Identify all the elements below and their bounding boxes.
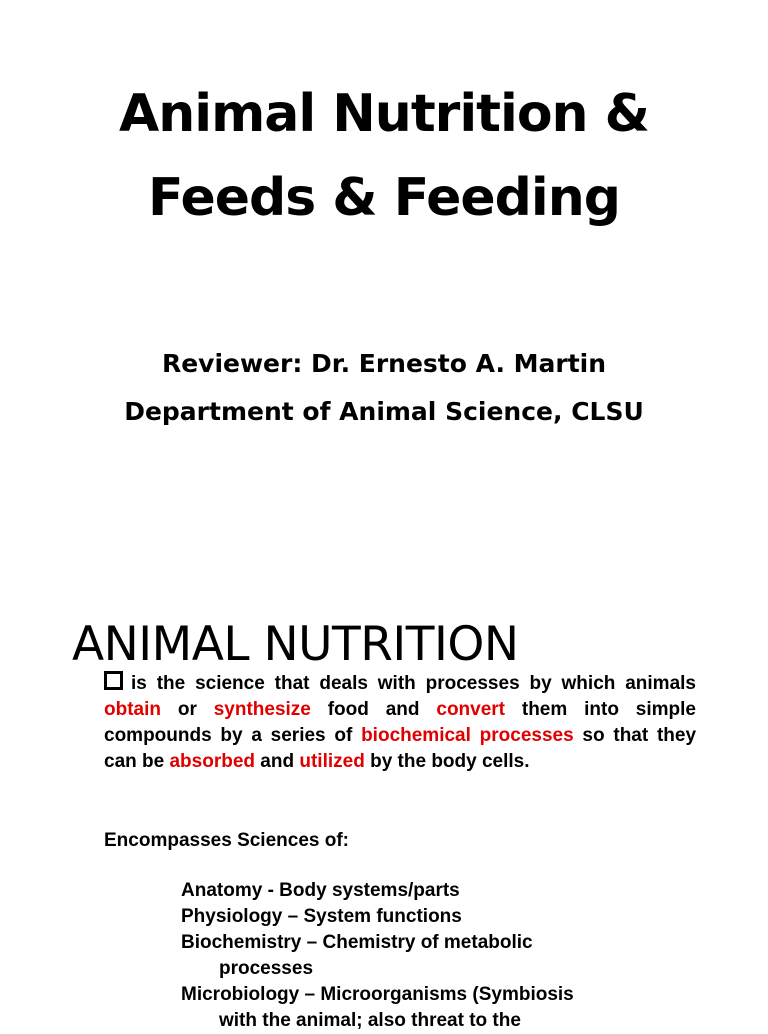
- keyword-convert: convert: [436, 699, 506, 720]
- slide-title-line-1: Animal Nutrition &: [118, 84, 650, 144]
- definition-text-1: is the science that deals with processes by which animals: [131, 673, 696, 694]
- list-item-continuation: processes: [219, 958, 314, 979]
- list-item: Microbiology – Microorganisms (Symbiosis: [181, 984, 574, 1005]
- definition-text-7: by the body cells.: [364, 751, 530, 772]
- keyword-absorbed: absorbed: [169, 751, 256, 772]
- definition-text-2: or: [161, 699, 214, 720]
- list-item: Biochemistry – Chemistry of metabolic: [181, 932, 533, 953]
- definition-text-3: food and: [310, 699, 437, 720]
- keyword-biochemical-processes: biochemical processes: [361, 725, 574, 746]
- definition-text-4: them into simple compounds by a series of: [104, 699, 696, 746]
- department-name: Department of Animal Science, CLSU: [124, 397, 644, 426]
- keyword-obtain: obtain: [104, 699, 161, 720]
- definition-text-5: so that they can be: [104, 725, 697, 772]
- list-item: Anatomy - Body systems/parts: [181, 880, 460, 901]
- sciences-list: [181, 878, 741, 1034]
- slide-title-line-2: Feeds & Feeding: [148, 168, 620, 228]
- keyword-utilized: utilized: [299, 751, 365, 772]
- content-slide: [0, 575, 768, 1031]
- section-heading: ANIMAL NUTRITION: [72, 617, 519, 672]
- list-item: Physiology – System functions: [181, 906, 462, 927]
- list-item-continuation: with the animal; also threat to the: [219, 1010, 521, 1031]
- definition-paragraph: [104, 671, 696, 775]
- slide-title: [0, 72, 768, 240]
- keyword-synthesize: synthesize: [213, 699, 311, 720]
- encompasses-heading: Encompasses Sciences of:: [104, 830, 349, 851]
- definition-text-6: and: [255, 751, 300, 772]
- reviewer-name: Reviewer: Dr. Ernesto A. Martin: [161, 349, 607, 378]
- checkbox-bullet-icon: [104, 671, 123, 690]
- reviewer-block: [0, 340, 768, 436]
